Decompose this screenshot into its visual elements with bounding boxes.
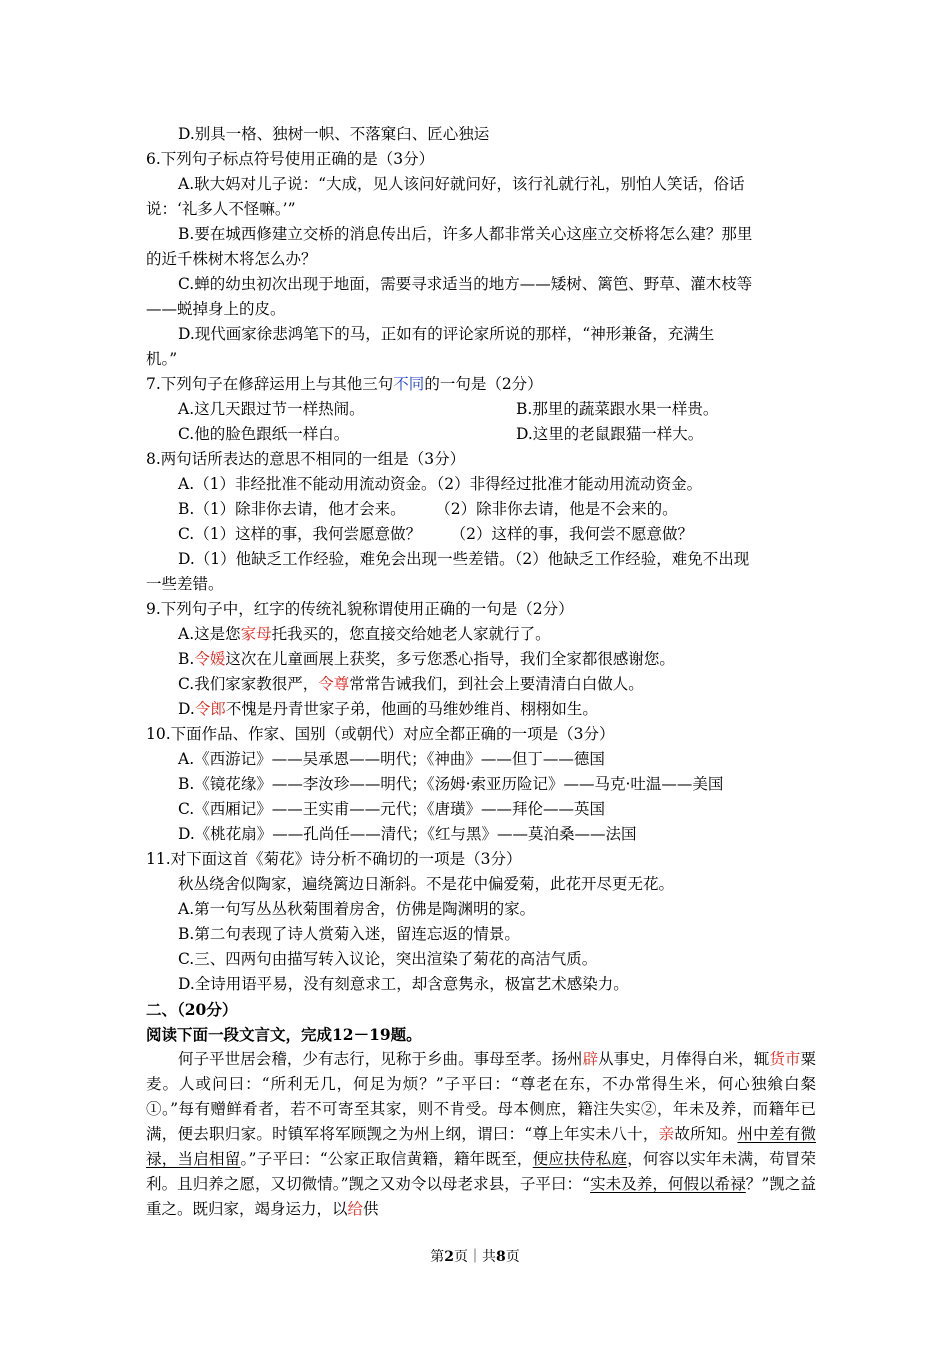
q11-option-b: B.第二句表现了诗人赏菊入迷，留连忘返的情景。 — [178, 925, 520, 943]
q8-option-b: B.（1）除非你去请，他才会来。 （2）除非你去请，他是不会来的。 — [178, 500, 678, 518]
q7-stem-highlight: 不同 — [393, 375, 425, 393]
q10-option-a: A.《西游记》——吴承恩——明代；《神曲》——但丁——德国 — [178, 750, 605, 768]
q7-stem-text: 7.下列句子在修辞运用上与其他三句 — [146, 375, 394, 393]
q9-option-a-text-end: 托我买的，您直接交给她老人家就行了。 — [271, 625, 551, 643]
q10-option-b: B.《镜花缘》——李汝珍——明代；《汤姆·索亚历险记》——马克·吐温——美国 — [178, 775, 724, 793]
q8-option-d-line2: 一些差错。 — [146, 575, 224, 593]
q9-option-b-text: B. — [178, 650, 195, 668]
q9-option-b-text-end: 这次在儿童画展上获奖，多亏您悉心指导，我们全家都很感谢您。 — [225, 650, 675, 668]
q9-option-d-text-end: 不愧是丹青世家子弟，他画的马维妙维肖、栩栩如生。 — [225, 700, 598, 718]
q9-option-d-text: D. — [178, 700, 195, 718]
q8-option-a: A.（1）非经批准不能动用流动资金。（2）非得经过批准才能动用流动资金。 — [178, 475, 703, 493]
passage-text: ？”觊之益重之。既归家，竭身运力，以 — [146, 1175, 816, 1218]
passage-keyword: 给 — [347, 1200, 364, 1218]
q11-stem: 11.对下面这首《菊花》诗分析不确切的一项是（3分） — [146, 850, 522, 868]
section-2-instruction: 阅读下面一段文言文，完成12－19题。 — [146, 1025, 422, 1044]
q7-options-row2 — [146, 422, 816, 447]
q6-option-d-line2: 机。” — [146, 350, 178, 368]
q9-stem: 9.下列句子中，红字的传统礼貌称谓使用正确的一句是（2分） — [146, 600, 574, 618]
q8-option-c: C.（1）这样的事，我何尝愿意做？ （2）这样的事，我何尝不愿意做？ — [178, 525, 694, 543]
passage-underlined-sentence: 便应扶侍私庭 — [532, 1150, 628, 1168]
q9-option-d-term: 令郎 — [194, 700, 226, 718]
q6-stem: 6.下列句子标点符号使用正确的是（3分） — [146, 150, 435, 168]
q9-option-c — [146, 672, 816, 697]
page-footer — [0, 1246, 950, 1266]
q7-stem-text-end: 的一句是（2分） — [424, 375, 543, 393]
q11-poem: 秋丛绕舍似陶家，遍绕篱边日渐斜。不是花中偏爱菊，此花开尽更无花。 — [178, 875, 675, 893]
q7-option-c: C.他的脸色跟纸一样白。 — [178, 425, 350, 443]
q9-option-b — [146, 647, 816, 672]
passage-text: 。”子平曰：“公家正取信黄籍，籍年既至， — [240, 1150, 533, 1168]
q10-option-c: C.《西厢记》——王实甫——元代；《唐璜》——拜伦——英国 — [178, 800, 605, 818]
q10-option-d: D.《桃花扇》——孔尚任——清代；《红与黑》——莫泊桑——法国 — [178, 825, 637, 843]
q6-option-b-line1: B.要在城西修建立交桥的消息传出后，许多人都非常关心这座立交桥将怎么建？那里 — [178, 225, 753, 243]
classical-passage — [146, 1047, 816, 1222]
q9-option-c-text-end: 常常告诫我们，到社会上要清清白白做人。 — [349, 675, 644, 693]
passage-text: 从事史，月俸得白米，辄 — [598, 1050, 770, 1068]
q6-option-c-line2: ——蜕掉身上的皮。 — [146, 300, 286, 318]
q7-option-a: A.这几天跟过节一样热闹。 — [178, 400, 365, 418]
q8-option-d-line1: D.（1）他缺乏工作经验，难免会出现一些差错。（2）他缺乏工作经验，难免不出现 — [178, 550, 750, 568]
passage-keyword: 货市 — [769, 1050, 801, 1068]
passage-text: 何子平世居会稽，少有志行，见称于乡曲。事母至孝。扬州 — [178, 1050, 583, 1068]
footer-total-pages: 8 — [496, 1249, 506, 1265]
q7-options-row1 — [146, 397, 816, 422]
passage-underlined-sentence: 州中差有微禄，当启相留 — [146, 1125, 816, 1168]
q9-option-d — [146, 697, 816, 722]
q9-option-b-term: 令媛 — [194, 650, 226, 668]
section-2-heading: 二、（20分） — [146, 1000, 238, 1019]
passage-text: ，何容以实年未满，苟冒荣利。且归养之愿，又切微情。”觊之又劝令以母老求县，子平曰：“ — [146, 1150, 816, 1193]
q6-option-d-line1: D.现代画家徐悲鸿笔下的马，正如有的评论家所说的那样，“神形兼备，充满生 — [178, 325, 715, 343]
q11-option-c: C.三、四两句由描写转入议论，突出渲染了菊花的高洁气质。 — [178, 950, 598, 968]
q11-option-a: A.第一句写丛丛秋菊围着房舍，仿佛是陶渊明的家。 — [178, 900, 536, 918]
q7-option-d: D.这里的老鼠跟猫一样大。 — [516, 425, 704, 443]
q9-option-a — [146, 622, 816, 647]
passage-text: 故所知。 — [674, 1125, 738, 1143]
passage-keyword: 辟 — [582, 1050, 599, 1068]
page-content — [146, 122, 816, 1222]
q6-option-a-line1: A.耿大妈对儿子说：“大成，见人该问好就问好，该行礼就行礼，别怕人笑话，俗话 — [178, 175, 745, 193]
q6-option-c-line1: C.蝉的幼虫初次出现于地面，需要寻求适当的地方——矮树、篱笆、野草、灌木枝等 — [178, 275, 753, 293]
q11-option-d: D.全诗用语平易，没有刻意求工，却含意隽永，极富艺术感染力。 — [178, 975, 629, 993]
q9-option-c-text: C.我们家家教很严， — [178, 675, 319, 693]
q9-option-c-term: 令尊 — [318, 675, 350, 693]
passage-keyword: 亲 — [658, 1125, 675, 1143]
footer-text: 页 — [505, 1249, 520, 1265]
q9-option-a-text: A.这是您 — [178, 625, 241, 643]
q5-option-d: D.别具一格、独树一帜、不落窠臼、匠心独运 — [178, 125, 490, 143]
q7-stem — [146, 372, 816, 397]
q7-option-b: B.那里的蔬菜跟水果一样贵。 — [516, 400, 719, 418]
footer-text: 第 — [430, 1249, 445, 1265]
q10-stem: 10.下面作品、作家、国别（或朝代）对应全都正确的一项是（3分） — [146, 725, 615, 743]
passage-underlined-sentence: 实未及养，何假以希禄 — [590, 1175, 746, 1193]
q6-option-b-line2: 的近千株树木将怎么办？ — [146, 250, 317, 268]
q9-option-a-term: 家母 — [240, 625, 272, 643]
passage-text: 供 — [363, 1200, 379, 1218]
passage-text: 粟麦。人或问曰：“所利无几，何足为烦？”子平曰：“尊老在东，不办常得生米，何心独飨白粲①。”每有赠鲜肴者，若不可寄至其家，则不肯受。母本侧庶，籍注失实②，年未及养，而籍年已满，便去职归家。时镇军将军顾觊之为州上纲，谓曰：“尊上年实未八十， — [146, 1050, 816, 1143]
footer-text: 页｜共 — [454, 1249, 496, 1265]
q6-option-a-line2: 说：‘礼多人不怪嘛。’” — [146, 200, 296, 218]
footer-page-number: 2 — [444, 1249, 454, 1265]
q8-stem: 8.两句话所表达的意思不相同的一组是（3分） — [146, 450, 466, 468]
